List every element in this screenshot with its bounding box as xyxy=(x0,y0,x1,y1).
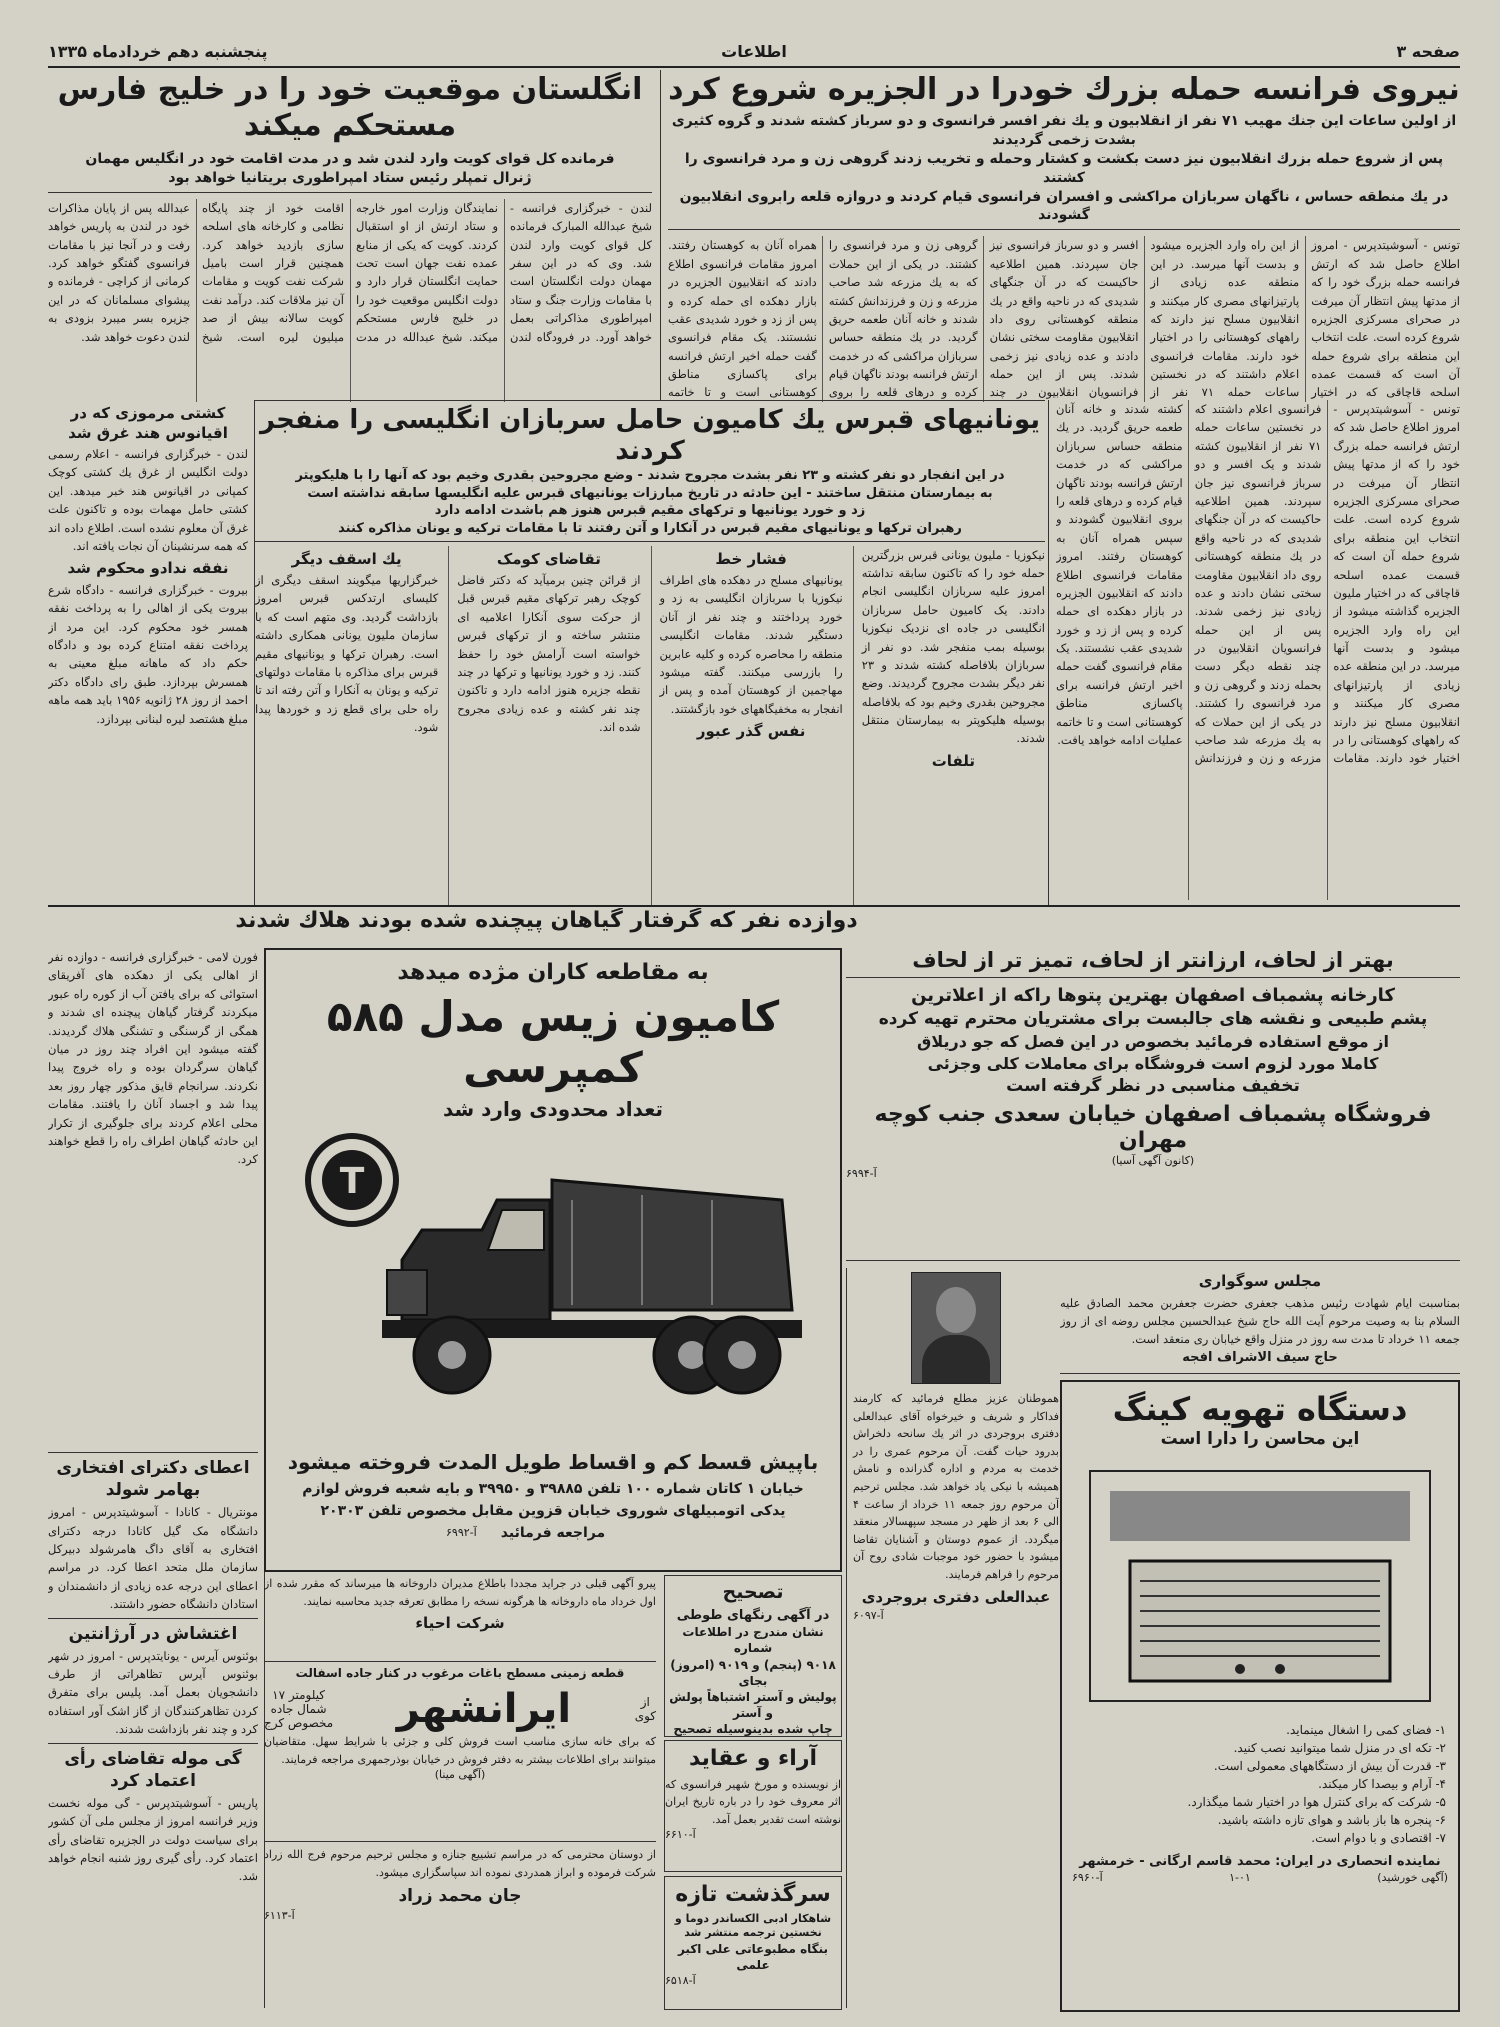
gulf-body: لندن - خبرگزاری فرانسه - شیخ عبدالله المبارک فرمانده کل قوای کویت وارد لندن شد. وی که در این سفر مهمان دولت انگلستان است با مقامات وزارت جنگ و ستاد امپراطوری مذاکراتی بعمل خواهد آورد. در فرودگاه لندن نمایندگان وزارت امور خارجه و ستاد ارتش از او استقبال کردند. کویت که یکی از منابع عمده نفت جهان است تحت حمایت انگلستان قرار دارد و دولت انگلیس موقعیت خود را در خلیج فارس مستحکم میکند. شیخ عبدالله در مدت اقامت خود از چند پایگاه نظامی و کارخانه های اسلحه سازی بازدید خواهد کرد. همچنین قرار است بامیل شرکت نفت کویت و مقامات آن نیز ملاقات کند. درآمد نفت کویت سالانه بیش از صد میلیون لیره است. شیخ عبدالله پس از پایان مذاکرات خود در لندن به پاریس خواهد رفت و در آنجا نیز با مقامات فرانسوی گفتگو خواهد کرد. کرمانی از کراچی - فرمانده و پیشوای مسلمانان که در این جزیره بسر میبرد بزودی به لندن دعوت خواهد شد. xyxy=(48,200,652,344)
memorial-ad xyxy=(1060,1268,1460,1374)
iranshahr-from: از xyxy=(640,1695,650,1710)
correction-line-1: در آگهی رنگهای طوطی xyxy=(676,1607,830,1623)
portrait-photo xyxy=(911,1272,1001,1384)
algeria-deck-1: از اولین ساعات این جنك مهیب ۷۱ نفر از انقلابیون و یك نفر افسر فرانسوی و دو سرباز کشته شدند و گروه کثیری بشدت زخمی گردیدند xyxy=(671,113,1457,148)
vote-headline: گی موله تقاضای رأی اعتماد کرد xyxy=(48,1743,258,1792)
iranshahr-kui: کوی xyxy=(634,1709,656,1724)
ac-illustration xyxy=(1080,1461,1440,1711)
iranshahr-lead: قطعه زمینی مسطح باغات مرغوب در کنار جاده اسفالت xyxy=(295,1666,625,1680)
algeria-body: تونس - آسوشیتدپرس - امروز اطلاع حاصل شد که ارتش فرانسه حمله بزرگ خود را که از مدتها پیش انتظار آن میرفت در صحرای مسرکزی الجزیره شروع کرده است. علت انتخاب این منطقه برای شروع حمله آن است که قسمت عمده اسلحه قاچاقی که در اختیار از این راه وارد الجزیره میشود و بدست آنها میرسد. در این منطقه عده زیادی از پارتیزانهای مصری کار میکنند و انقلابیون مسلح نیز دارند که راههای کوهستانی را در اختیار خود دارند. مقامات فرانسوی اعلام داشتند که در نخستین ساعات حمله ۷۱ نفر از افسر و دو سرباز فرانسوی نیز جان سپردند. همین اطلاعیه حاکیست که در آن جنگهای شدیدی که در ناحیه واقع در یك منطقه کوهستانی روی داد انقلابیون مقاومت سختی نشان دادند و عده زیادی نیز زخمی شدند. پس از این حمله فرانسویان انقلابیون در چند گروهی زن و مرد فرانسوی را کشتند. در یکی از این حملات که به یك مزرعه شد صاحب مزرعه و زن و فرزندانش کشته شدند و خانه آنان طعمه حریق گردید. در یك منطقه حساس سربازان مراکشی که در خدمت ارتش فرانسه بودند ناگهان قیام کرده و درهای قلعه را بروی همراه آنان به کوهستان رفتند. امروز مقامات فرانسوی اطلاع دادند که انقلابیون الجزیره در بازار دهکده ای حمله کرده و پس از زد و خورد شدیدی عقب نشستند. یک مقام فرانسوی گفت حمله اخیر ارتش فرانسه برای پاکسازی مناطق کوهستانی است و تا خاتمه xyxy=(668,238,1460,400)
ship-body: لندن - خبرگزاری فرانسه - اعلام رسمی دولت انگلیس از غرق یك کشتی کوچک کمپانی در اقیانوس هند خبر میدهد. این کشتی حامل مهمات بوده و تاکنون علت غرق آن معلوم نشده است. اطلاع داده اند که همه سرنشینان آن نجات یافته اند. xyxy=(48,447,248,553)
curtain xyxy=(1110,1491,1410,1541)
ac-feature-item: ۶- پنجره ها باز باشد و هوای تازه داشته باشید. xyxy=(1217,1813,1446,1828)
wheel-hub xyxy=(438,1341,466,1369)
ac-feature-item: ۵- شرکت که برای کنترل هوا در اختیار شما میگذارد. xyxy=(1187,1795,1446,1810)
truck-ad xyxy=(264,948,842,1572)
cyprus-story xyxy=(255,400,1045,905)
new-story-body: شاهکار ادبی الکساندر دوما و نخستین ترجمه منتشر شد xyxy=(674,1911,832,1940)
cyprus-col-1 xyxy=(853,546,1045,905)
ac-feature-item: ۴- آرام و بیصدا کار میکند. xyxy=(1318,1777,1446,1792)
brand-letter: T xyxy=(339,1161,365,1202)
ac-code: آ-۶۹۶۰ xyxy=(1072,1870,1103,1884)
ac-knob-icon xyxy=(1275,1664,1285,1674)
lower-left-column xyxy=(48,948,265,2008)
honor-body: مونتریال - کانادا - آسوشیتدپرس - امروز دانشگاه مک گیل کانادا درجه دکترای افتخاری به آقای داگ هامرشولد دبیرکل سازمان ملل متحد اعطا کرد. در مراسم اعطای این درجه عده زیادی از دانشمندان و استادان دانشگاه حضور داشتند. xyxy=(48,1505,258,1612)
iranshahr-kar: مخصوص کرج xyxy=(264,1716,334,1731)
opinions-body: از نویسنده و مورخ شهیر فرانسوی که اثر معروف خود را در باره تاریخ ایران نوشته است تقدیر بعمل آمد. xyxy=(665,1777,841,1826)
section-divider xyxy=(48,905,1460,907)
alimony-headline: نفقه ندادو محکوم شد xyxy=(67,559,229,578)
blanket-ad-line-2: کارخانه پشمباف اصفهان بهترین پتوها راکه از اعلاترین xyxy=(911,985,1395,1007)
cyprus-col-2 xyxy=(651,546,843,905)
thanks-body: از دوستان محترمی که در مراسم تشییع جنازه و مجلس ترحیم مرحوم فرج الله زراد شرکت فرموده و ابراز همدردی نموده اند سپاسگزاری میشود. xyxy=(264,1848,656,1879)
column-divider xyxy=(1048,400,1049,905)
ac-unit xyxy=(1130,1561,1390,1681)
alimony-body: بیروت - خبرگزاری فرانسه - دادگاه شرع بیروت یکی از اهالی را به پرداخت نفقه همسر خود محکوم کرد. این مرد از پرداخت نفقه امتناع کرده بود و دادگاه حکم داد که ماهانه مبلغ معینی به همسرش بپردازد. طبق رای دادگاه دکتر احمد از روز ۲۸ ژانویه ۱۹۵۶ باید همه ماهه مبلغ هشتصد لیره لبنانی بپردازد. xyxy=(48,582,248,726)
iranshahr-from-block xyxy=(635,1695,656,1723)
ehya-body: پیرو آگهی قبلی در جراید مجددا باطلاع مدیران داروخانه ها میرساند که مقرر شده از اول خرداد ماه داروخانه ها هرگونه نسخه را مطابق تعرفه جدید محاسبه نمایند. xyxy=(264,1577,656,1608)
ac-title: دستگاه تهویه کینگ xyxy=(1112,1390,1408,1428)
ac-sub: این محاسن را دارا است xyxy=(1160,1429,1360,1450)
correction-line-3: ۹۰۱۸ (پنجم) و ۹۰۱۹ (امروز) بجای xyxy=(670,1657,836,1688)
algeria-headline: نیروی فرانسه حمله بزرك خودرا در الجزیره شروع کرد xyxy=(668,72,1460,107)
cyprus-deck-2: به بیمارستان منتقل ساختند - این حادثه در تاریخ مبارزات یونانیهای قبرس علیه انگلیسها سابقه نداشته است xyxy=(307,485,993,501)
issue-date: پنجشنبه دهم خردادماه ۱۳۳۵ xyxy=(48,42,268,61)
blanket-ad-code: آ-۶۹۹۴ xyxy=(846,1167,877,1181)
memorial-title: مجلس سوگواری xyxy=(1198,1272,1322,1290)
blanket-ad-line-5: کاملا مورد لزوم است فروشگاه برای معاملات کلی وجزئی xyxy=(927,1054,1379,1074)
truck-ad-code: آ-۶۹۹۲ xyxy=(446,1526,477,1539)
new-story-title: سرگذشت تازه xyxy=(675,1882,831,1907)
cyprus-columns xyxy=(255,546,1045,905)
truck-illustration xyxy=(282,1120,822,1420)
new-story-code: آ-۶۵۱۸ xyxy=(665,1973,696,1987)
thanks-code: آ-۶۱۱۳ xyxy=(264,1909,295,1923)
argentina-headline: اغتشاش در آرژانتین xyxy=(48,1618,258,1645)
paper-name: اطلاعات xyxy=(721,42,787,61)
herd-headline: دوازده نفر که گرفتار گیاهان پیچنده شده بودند هلاك شدند xyxy=(235,908,858,933)
new-story-ad xyxy=(664,1876,842,2010)
iranshahr-title: ایرانشهر xyxy=(396,1686,572,1733)
algeria-deck-2: پس از شروع حمله بزرك انقلابیون نیز دست بکشت و کشتار وحمله و تخریب زدند گروهی زن و مرد فرانسوی را کشتند xyxy=(684,150,1444,186)
iranshahr-agency: (آگهی مینا) xyxy=(434,1768,486,1782)
cyprus-sub-4: تقاضای کومک xyxy=(496,549,601,568)
obituary-ad xyxy=(846,1268,1059,2008)
ac-ad xyxy=(1060,1380,1460,2012)
truck-ad-terms: باپیش قسط کم و اقساط طویل المدت فروخته میشود xyxy=(287,1450,819,1474)
correction-line-5: چاپ شده بدینوسیله تصحیح xyxy=(673,1722,833,1737)
blanket-ad-line-1: بهتر از لحاف، ارزانتر از لحاف، تمیز تر از لحاف xyxy=(846,948,1460,978)
truck-ad-title: کامیون زیس مدل ۵۸۵ کمپرسی xyxy=(326,992,780,1092)
cyprus-sub-1: فشار خط xyxy=(715,549,787,568)
ac-knob-icon xyxy=(1235,1664,1245,1674)
iranshahr-body: که برای خانه سازی مناسب است فروش کلی و جزئی با شرایط سهل. متقاضیان میتوانند برای اطلاعات بیشتر به دفتر فروش در خیابان بوذرجمهری مراجعه فرمایند. xyxy=(264,1735,656,1766)
argentina-body: بوئنوس آیرس - یونایتدپرس - امروز در شهر بوئنوس آیرس تظاهراتی از طرف دانشجویان بعمل آمد. پلیس برای متفرق کردن تظاهرکنندگان از گاز اشک آور استفاده کرد و چند نفر بازداشت شدند. xyxy=(48,1648,258,1737)
herd-body: فورن لامی - خبرگزاری فرانسه - دوازده نفر از اهالی یکی از دهکده های آفریقای استوائی که برای یافتن آب از کوره راه عبور میکردند گرفتار گیاهان پیچنده ای شدند و همگی از گرسنگی و تشنگی هلاك گردیدند. گفته میشود این افراد چند روز در میان گیاهان سرگردان بوده و راه خروج پیدا نکردند. سرانجام قایق مذکور چهار روز بعد پیدا شد و اجساد آنان را یافتند. مقامات محلی اعلام کردند برای جلوگیری از تکرار این حادثه گیاهان اطراف راه را قطع خواهند کرد. xyxy=(48,950,258,1167)
obituary-name: عبدالعلی دفتری بروجردی xyxy=(861,1587,1051,1606)
column-divider xyxy=(660,70,661,400)
blanket-ad-line-4: از موقع استفاده فرمائید بخصوص در این فصل که جو دریلاق xyxy=(917,1032,1389,1052)
memorial-body: بمناسبت ایام شهادت رئیس مذهب جعفری حضرت جعفربن محمد الصادق علیه السلام بنا به وصیت مرحوم آیت الله حاج شیخ عبدالحسین مجلس روضه ای از روز جمعه ۱۱ خرداد تا مدت سه روز در منزل واقع خیابان ری منعقد است. xyxy=(1060,1295,1460,1347)
ehya-ad xyxy=(264,1575,656,1662)
cyprus-deck-3: زد و خورد یونانیها و ترکهای مقیم قبرس هنوز هم باشدت ادامه دارد xyxy=(434,503,866,519)
correction-line-2: نشان مندرج در اطلاعات شماره xyxy=(682,1625,824,1656)
algeria-story xyxy=(668,72,1460,402)
truck-ad-ref: مراجعه فرمائید xyxy=(500,1525,606,1541)
blanket-ad-line-3: پشم طبیعی و نقشه های جالبست برای مشتریان محترم تهیه کرده xyxy=(878,1009,1428,1030)
new-story-shop: بنگاه مطبوعاتی علی اکبر علمی xyxy=(677,1942,829,1973)
cyprus-body-2: یونانیهای مسلح در دهکده های اطراف نیکوزیا با سربازان انگلیسی به زد و خورد پرداختند و چند نفر از آنان دستگیر شدند. مقامات انگلیسی منطقه را محاصره کرده و کلیه عابرین را بازرسی میکنند. گفته میشود مهاجمین از کوهستان آمده و پس از انفجار به مخفیگاههای خود بازگشتند. xyxy=(659,573,843,716)
cyprus-deck-1: در این انفجار دو نفر کشته و ۲۳ نفر بشدت مجروح شدند - وضع مجروحین بقدری وخیم بود که آنها را با هلیکوپتر xyxy=(295,468,1005,484)
ac-features xyxy=(1074,1721,1446,1847)
ac-phone: ۱-۰۱ xyxy=(1229,1870,1251,1884)
cyprus-col-3 xyxy=(448,546,640,905)
gulf-headline: انگلستان موقعیت خود را در خلیج فارس مستحکم میکند xyxy=(57,72,643,143)
obituary-body: هموطنان عزیز مطلع فرمائید که کارمند فداکار و شریف و خیرخواه آقای عبدالعلی دفتری بروجردی در اثر یك سانحه دلخراش بدرود حیات گفت. آن مرحوم عمری را در خدمت به مردم و اداره گذرانده و نامش همیشه با نیکی یاد خواهد شد. مجلس ترحیم آن مرحوم روز جمعه ۱۱ خرداد از ساعت ۴ الی ۶ بعد از ظهر در مسجد سپهسالار منعقد میگردد. از عموم دوستان و آشنایان تقاضا میشود با حضور خود موجبات شادی روح آن مرحوم را فراهم فرمایند. xyxy=(853,1392,1059,1581)
cyprus-body-3: از قرائن چنین برمیآید که دکتر فاضل کوچک رهبر ترکهای مقیم قبرس قبل از حرکت سوی آنکارا اعلامیه ای منتشر ساخته و از ترکهای قبرس خواسته است آرامش خود را حفظ کنند. زد و خورد یونانیها و ترکها در چند نقطه جزیره هنوز ادامه دارد و تاکنون چند نفر کشته و عده زیادی مجروح شده اند. xyxy=(457,573,641,735)
cyprus-col-4 xyxy=(255,546,438,905)
ship-headline: کشتی مرموزی که در اقیانوس هند غرق شد xyxy=(68,404,228,442)
wheel-hub xyxy=(728,1341,756,1369)
truck-ad-address-2: یدکی اتومبیلهای شوروی خیابان قزوین مقابل مخصوص تلفن ۲۰۳۰۳ xyxy=(320,1503,786,1519)
gulf-deck-1: فرمانده کل قوای کویت وارد لندن شد و در مدت اقامت خود در انگلیس مهمان xyxy=(85,151,615,167)
opinions-code: آ-۶۶۱۰ xyxy=(665,1828,696,1842)
vote-body: پاریس - آسوشیتدپرس - گی موله نخست وزیر فرانسه امروز از مجلس ملی آن کشور برای سیاست دولت در الجزیره تقاضای رأی اعتماد کرد. رأی گیری روز شنبه انجام خواهد شد. xyxy=(48,1795,258,1884)
ac-dealer: نماینده انحصاری در ایران: محمد قاسم ارگانی - خرمشهر xyxy=(1079,1854,1441,1870)
iranshahr-location xyxy=(264,1688,333,1730)
honor-headline: اعطای دکترای افتخاری بهامر شولد xyxy=(48,1452,258,1501)
truck-dump-bed xyxy=(552,1180,792,1310)
cyprus-deck-4: رهبران ترکها و یونانیهای مقیم قبرس در آنکارا و آتن رفتند تا با مقامات ترکیه و یونان مذاکره کنند xyxy=(255,520,1045,542)
memorial-sign: حاج سیف الاشراف افجه xyxy=(1182,1349,1338,1365)
cyprus-headline: یونانیهای قبرس یك کامیون حامل سربازان انگلیسی را منفجر کردند xyxy=(255,400,1045,467)
opinions-box xyxy=(664,1740,842,1872)
left-column xyxy=(48,400,255,905)
wheel-hub xyxy=(678,1341,706,1369)
blanket-ad xyxy=(846,948,1460,1261)
ac-agency: (آگهی خورشید) xyxy=(1377,1870,1448,1884)
gulf-deck-2: ژنرال تمپلر رئیس ستاد امپراطوری بریتانیا خواهد بود xyxy=(48,169,652,193)
blanket-ad-agency: (کانون آگهی آسیا) xyxy=(1111,1154,1195,1168)
page-number: صفحه ۳ xyxy=(1396,42,1460,61)
ac-feature-item: ۷- اقتصادی و با دوام است. xyxy=(1311,1831,1446,1846)
truck-ad-top: به مقاطعه کاران مژده میدهد xyxy=(397,960,709,985)
herd-headline-box xyxy=(48,908,1045,942)
iranshahr-km: کیلومتر ۱۷ xyxy=(272,1688,326,1703)
ac-feature-item: ۱- فضای کمی را اشغال مینماید. xyxy=(1286,1723,1446,1738)
truck-ad-sub: تعداد محدودی وارد شد xyxy=(442,1097,664,1122)
correction-title: تصحیح xyxy=(722,1581,784,1603)
cyprus-sub-5: یك اسقف دیگر xyxy=(291,549,402,568)
cyprus-body-1: نیکوزیا - ملیون یونانی قبرس بزرگترین حمله خود را که تاکنون سابقه نداشته امروز علیه سربازان انگلیسی انجام دادند. یک کامیون حامل سربازان انگلیسی در جاده ای نزدیک نیکوزیا بوسیله بمب منفجر شد. دو نفر از سربازان بلافاصله کشته شدند و ۲۳ نفر دیگر بشدت مجروح گردیدند. وضع مجروحین بقدری وخیم بود که بلافاصله بوسیله هلیکوپتر به بیمارستان منتقل شدند. xyxy=(861,547,1045,746)
algeria-continuation-body: تونس - آسوشیتدپرس - امروز اطلاع حاصل شد که ارتش فرانسه حمله بزرگ خود را که از مدتها پیش انتظار آن میرفت در صحرای مسرکزی الجزیره شروع کرده است. علت انتخاب این منطقه برای شروع حمله آن است که قسمت عمده اسلحه قاچاقی که در اختیار ملیون الجزیره گذاشته میشود از این راه وارد الجزیره میشود و بدست آنها میرسد. در این منطقه عده زیادی از پارتیزانهای مصری کار میکنند و انقلابیون مسلح نیز دارند که راههای کوهستانی را در اختیار خود دارند. مقامات فرانسوی اعلام داشتند که در نخستین ساعات حمله ۷۱ نفر از انقلابیون کشته شدند و یک افسر و دو سرباز فرانسوی نیز جان سپردند. همین اطلاعیه حاکیست که در آن جنگهای شدیدی که در ناحیه واقع در یك منطقه کوهستانی روی داد انقلابیون مقاومت سختی نشان دادند و عده زیادی نیز زخمی شدند. پس از این حمله فرانسویان انقلابیون در چند نقطه دیگر دست بحمله زدند و گروهی زن و مرد فرانسوی را کشتند. در یکی از این حملات که به یك مزرعه شد صاحب مزرعه و زن و فرزندانش کشته شدند و خانه آنان طعمه حریق گردید. در یك منطقه حساس سربازان مراکشی که در خدمت ارتش فرانسه بودند ناگهان قیام کرده و درهای قلعه را بروی انقلابیون گشودند و سپس همراه آنان به کوهستان رفتند. امروز مقامات فرانسوی اطلاع دادند که انقلابیون الجزیره در بازار دهکده ای حمله کرده و پس از زد و خورد شدیدی عقب نشستند. یک مقام فرانسوی گفت حمله اخیر ارتش فرانسه برای پاکسازی مناطق کوهستانی است و تا خاتمه عملیات ادامه خواهد یافت. xyxy=(1056,402,1460,766)
cyprus-body-4: خبرگزاریها میگویند اسقف دیگری از کلیسای ارتدکس قبرس امروز بازداشت گردید. وی متهم است که با سازمان ملیون یونانی همکاری داشته است. رهبران ترکها و یونانیهای مقیم قبرس برای مذاکره با مقامات دولتهای ترکیه و یونان به آنکارا و آتن رفته اند تا راه حلی برای قطع زد و خوردها پیدا شود. xyxy=(255,573,439,735)
algeria-continuation xyxy=(1056,400,1460,905)
ac-feature-item: ۲- تکه ای در منزل شما میتوانید نصب کنید. xyxy=(1233,1741,1446,1756)
iranshahr-ad xyxy=(264,1665,656,1842)
masthead xyxy=(48,40,1460,68)
cyprus-sub-2: نفس گذر عبور xyxy=(696,722,806,741)
blanket-ad-line-7: فروشگاه پشمباف اصفهان خیابان سعدی جنب کوچه مهران xyxy=(874,1101,1432,1153)
opinions-title: آراء و عقاید xyxy=(688,1746,818,1771)
thanks-sign: جان محمد زراد xyxy=(398,1886,522,1907)
cyprus-sub-3: تلفات xyxy=(931,751,975,770)
portrait-head xyxy=(936,1287,976,1333)
ac-feature-item: ۳- قدرت آن بیش از دستگاههای معمولی است. xyxy=(1213,1759,1446,1774)
blanket-ad-line-6: تخفیف مناسبی در نظر گرفته است xyxy=(1006,1075,1300,1096)
obituary-code: آ-۶۰۹۷ xyxy=(853,1609,884,1623)
iranshahr-north: شمال جاده xyxy=(270,1702,327,1717)
truck-grille xyxy=(387,1270,427,1315)
algeria-deck-3: در یك منطقه حساس ، ناگهان سربازان مراکشی و افسران فرانسوی قیام کردند و دروازه قلعه رابروی انقلابیون گشودند xyxy=(668,188,1460,231)
gulf-story xyxy=(48,72,652,402)
ac-footer xyxy=(1062,1871,1458,1884)
truck-ad-address: خیابان ۱ کاتان شماره ۱۰۰ تلفن ۳۹۸۸۵ و ۳۹۹۵۰ و بایه شعبه فروش لوازم xyxy=(302,1481,804,1497)
correction-box xyxy=(664,1575,842,1737)
iranshahr-title-row xyxy=(264,1685,656,1733)
thanks-ad xyxy=(264,1846,656,2008)
correction-line-4: پولیش و آستر اشتباهاً پولش و آستر xyxy=(669,1689,837,1721)
portrait-shoulders xyxy=(922,1335,990,1383)
ehya-sign: شرکت احیاء xyxy=(415,1614,505,1633)
